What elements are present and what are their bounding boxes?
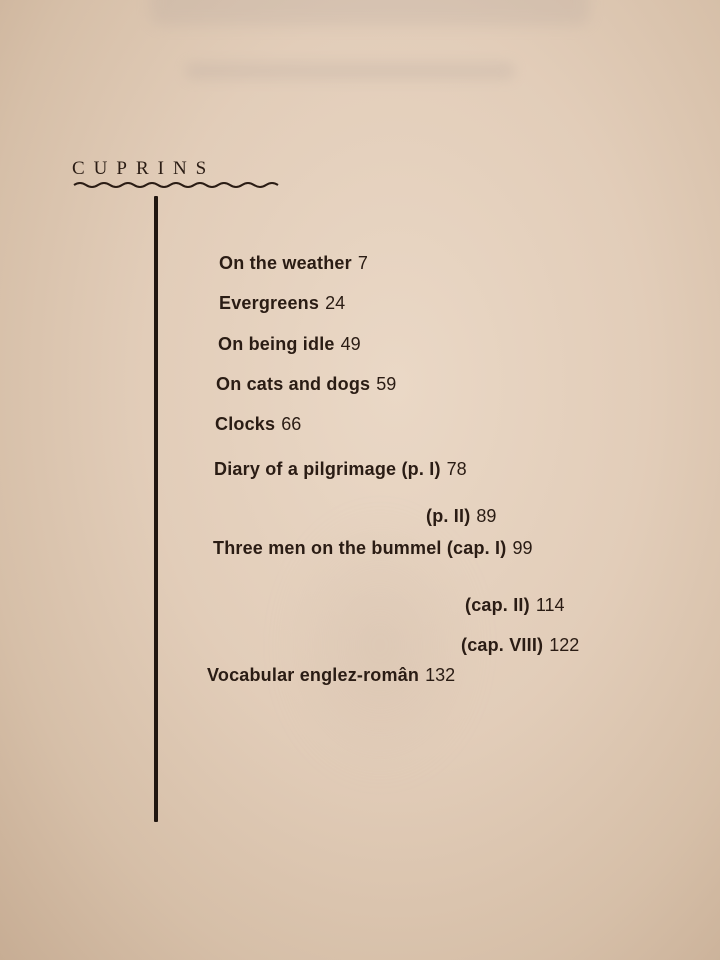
toc-entry-page: 49 bbox=[340, 334, 361, 354]
toc-entry-page: 7 bbox=[357, 253, 368, 273]
toc-entry[interactable] bbox=[219, 252, 368, 274]
toc-entry-title: Evergreens bbox=[219, 293, 320, 313]
toc-entry-title: Vocabular englez-român bbox=[207, 665, 420, 685]
toc-entry[interactable] bbox=[215, 413, 301, 435]
toc-entry-page: 66 bbox=[281, 414, 302, 434]
toc-entry-title: On cats and dogs bbox=[216, 374, 371, 394]
toc-entry-page: 99 bbox=[512, 538, 533, 558]
toc-entry[interactable] bbox=[218, 333, 361, 355]
toc-entry[interactable] bbox=[213, 537, 532, 559]
toc-entry-page: 132 bbox=[425, 665, 456, 685]
toc-entry-title: Clocks bbox=[215, 414, 276, 434]
toc-entry-title: On the weather bbox=[219, 253, 352, 273]
toc-entry-title: Diary of a pilgrimage (p. I) bbox=[214, 459, 441, 479]
toc-entry-page: 114 bbox=[535, 595, 565, 615]
toc-entry-page: 24 bbox=[325, 293, 346, 313]
toc-entry-page: 78 bbox=[446, 459, 467, 479]
toc-entry-title: (p. II) bbox=[426, 506, 471, 526]
toc-entry[interactable] bbox=[465, 594, 565, 616]
toc-entry[interactable] bbox=[219, 292, 345, 314]
toc-entry[interactable] bbox=[207, 664, 455, 686]
toc-entry[interactable] bbox=[426, 505, 496, 527]
toc-entry-page: 89 bbox=[476, 506, 497, 526]
toc-entry-page: 122 bbox=[549, 635, 580, 655]
toc-entry[interactable] bbox=[214, 458, 467, 480]
toc-entry-title: Three men on the bummel (cap. I) bbox=[213, 538, 507, 558]
toc-entry[interactable] bbox=[216, 373, 396, 395]
toc-entry-page: 59 bbox=[376, 374, 397, 394]
toc-entry-title: (cap. II) bbox=[465, 595, 530, 615]
toc-entry[interactable] bbox=[461, 634, 579, 656]
contents-heading: CUPRINS bbox=[72, 158, 216, 179]
toc-entry-title: (cap. VIII) bbox=[461, 635, 544, 655]
toc-entry-title: On being idle bbox=[218, 334, 335, 354]
